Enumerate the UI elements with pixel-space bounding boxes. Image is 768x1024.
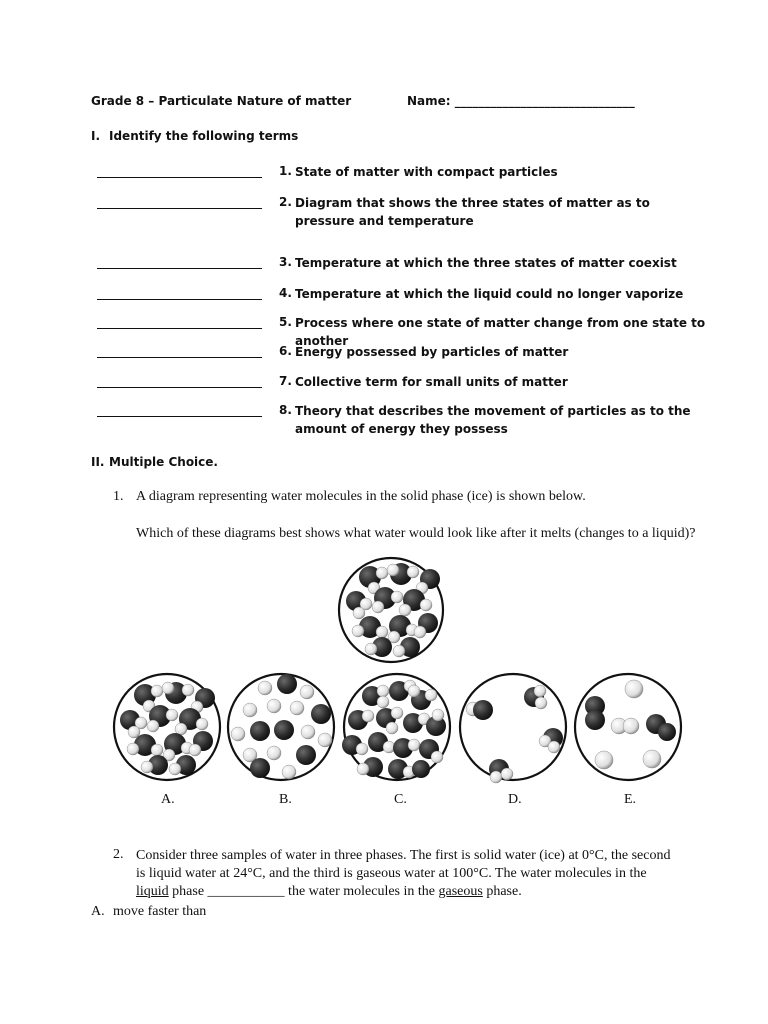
term-definition: State of matter with compact particles	[295, 165, 558, 179]
molecule-diagrams	[0, 550, 768, 820]
question-1-number: 1.	[113, 489, 124, 504]
term-number: 6.	[279, 344, 292, 358]
answer-blank-3[interactable]	[97, 268, 262, 269]
term-definition: Diagram that shows the three states of matter as to pressure and temperature	[295, 196, 650, 228]
answer-blank-2[interactable]	[97, 208, 262, 209]
answer-blank-7[interactable]	[97, 387, 262, 388]
term-definition: Energy possessed by particles of matter	[295, 345, 569, 359]
choice-d-label[interactable]: D.	[508, 792, 522, 807]
term-number: 7.	[279, 374, 292, 388]
choice-c-diagram[interactable]	[342, 674, 450, 780]
term-number: 3.	[279, 255, 292, 269]
term-number: 2.	[279, 195, 292, 209]
choice-e-diagram[interactable]	[575, 674, 681, 780]
choice-d-diagram[interactable]	[460, 674, 566, 783]
term-number: 1.	[279, 164, 292, 178]
term-definition: Temperature at which the three states of matter coexist	[295, 256, 677, 270]
term-number: 8.	[279, 403, 292, 417]
choice-b-label[interactable]: B.	[279, 792, 292, 807]
worksheet-title: Grade 8 – Particulate Nature of matter	[91, 94, 352, 108]
choice-e-label[interactable]: E.	[624, 792, 637, 807]
answer-blank-5[interactable]	[97, 328, 262, 329]
section-2-heading: Multiple Choice.	[109, 455, 218, 469]
ice-reference-diagram	[339, 558, 443, 662]
question-2-text: Consider three samples of water in three phases. The first is solid water (ice) at 0°C, the second is liquid water at 24°C, and the third is gaseous water at 100°C. The water molecules in the liquid phase ___________ the water molecules in the gaseous phase.	[136, 848, 671, 899]
question-1-prompt: Which of these diagrams best shows what water would look like after it melts (changes to a liquid)?	[136, 526, 696, 541]
question-2-number: 2.	[113, 847, 124, 862]
choice-c-label[interactable]: C.	[394, 792, 407, 807]
section-1-number: I.	[91, 129, 101, 143]
section-2-number: II.	[91, 455, 105, 469]
answer-blank-8[interactable]	[97, 416, 262, 417]
question-1-text: A diagram representing water molecules in the solid phase (ice) is shown below.	[136, 489, 586, 504]
term-definition: Process where one state of matter change from one state to another	[295, 316, 706, 348]
choice-b-diagram[interactable]	[228, 674, 334, 780]
option-a-text[interactable]: move faster than	[113, 904, 207, 919]
answer-blank-1[interactable]	[97, 177, 262, 178]
choice-a-label[interactable]: A.	[161, 792, 175, 807]
term-definition: Theory that describes the movement of particles as to the amount of energy they possess	[295, 404, 691, 436]
option-a-letter[interactable]: A.	[91, 904, 105, 919]
term-definition: Temperature at which the liquid could no longer vaporize	[295, 287, 684, 301]
answer-blank-6[interactable]	[97, 357, 262, 358]
answer-blank-4[interactable]	[97, 299, 262, 300]
choice-a-diagram[interactable]	[114, 674, 220, 780]
term-number: 4.	[279, 286, 292, 300]
name-field-label[interactable]: Name: ______________________________	[407, 94, 635, 108]
term-number: 5.	[279, 315, 292, 329]
section-1-heading: Identify the following terms	[109, 129, 299, 143]
term-definition: Collective term for small units of matter	[295, 375, 568, 389]
